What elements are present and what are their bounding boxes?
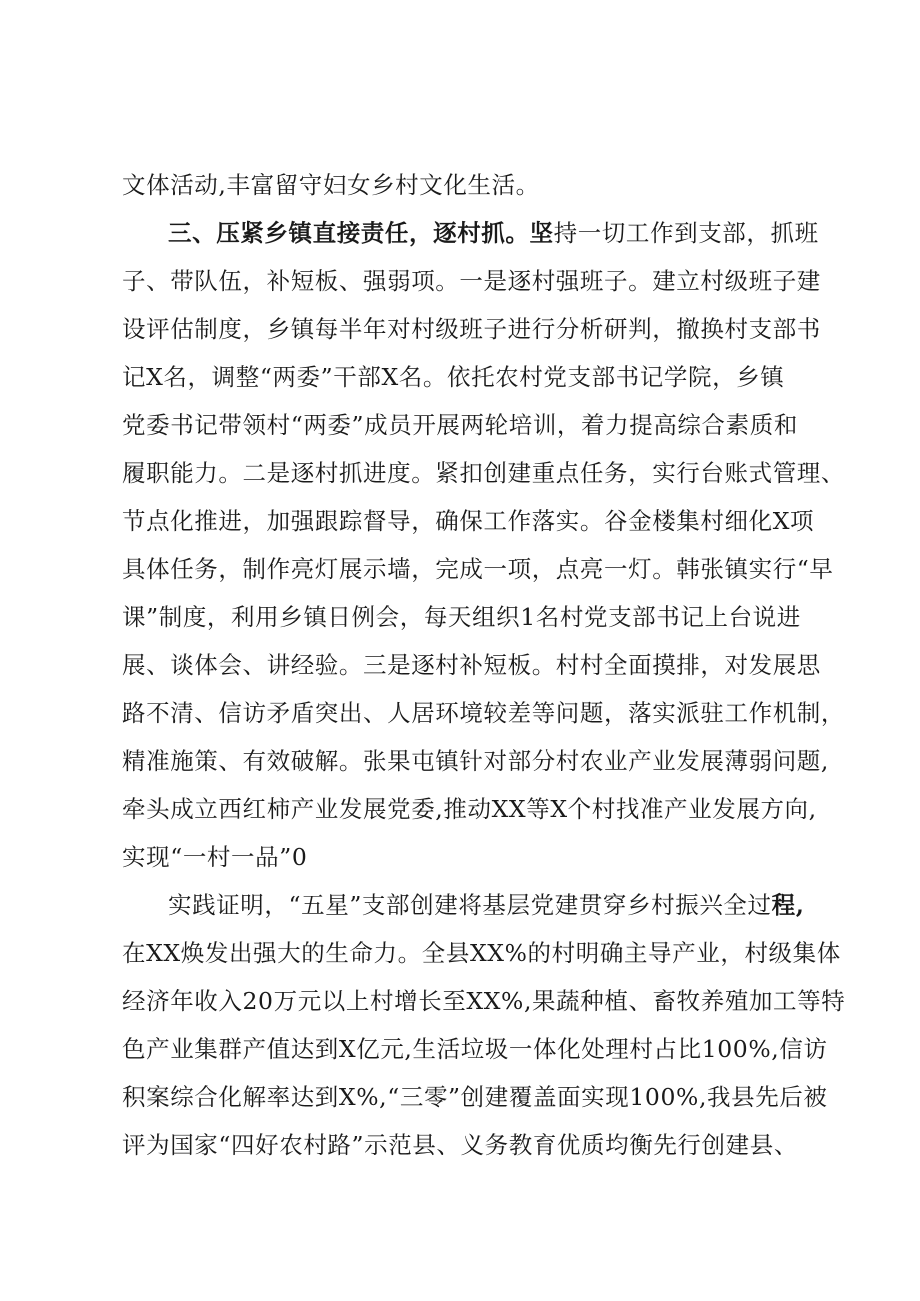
line-text: 路不清、信访矛盾突出、人居环境较差等问题，落实派驻工作机制， <box>122 699 845 727</box>
line-text: 党委书记带领村“两委”成员开展两轮培训，着力提高综合素质和 <box>122 411 798 439</box>
line-text: 节点化推进，加强跟踪督导，确保工作落实。谷金楼集村细化X项 <box>122 507 815 535</box>
line-text: 实践证明，“五星”支部创建将基层党建贯穿乡村振兴全过 <box>168 891 772 919</box>
line-text: 课”制度，利用乡镇日例会，每天组织1名村党支部书记上台说进 <box>122 603 801 631</box>
line-text: 色产业集群产值达到X亿元,生活垃圾一体化处理村占比100%,信访 <box>122 1035 828 1063</box>
line-text: 精准施策、有效破解。张果屯镇针对部分村农业产业发展薄弱问题, <box>122 747 829 775</box>
section-heading: 三、压紧乡镇直接责任，逐村抓。坚 <box>168 219 554 247</box>
paragraph-line <box>122 1082 828 1112</box>
line-text: 子、带队伍，补短板、强弱项。一是逐村强班子。建立村级班子建 <box>122 267 821 295</box>
line-text: 记X名，调整“两委”干部X名。依托农村党支部书记学院，乡镇 <box>122 363 785 391</box>
paragraph-line <box>168 890 828 920</box>
paragraph-line <box>122 1130 822 1160</box>
paragraph-line <box>122 746 829 776</box>
section-heading-line <box>168 218 828 248</box>
paragraph-line <box>122 938 841 968</box>
line-text: 展、谈体会、讲经验。三是逐村补短板。村村全面摸排，对发展思 <box>122 651 821 679</box>
paragraph-line <box>122 602 822 632</box>
line-text: 设评估制度，乡镇每半年对村级班子进行分析研判，撤换村支部书 <box>122 315 821 343</box>
line-text: 持一切工作到支部，抓班 <box>553 219 819 247</box>
line-text: 经济年收入20万元以上村增长至XX%,果蔬种植、畜牧养殖加工等特 <box>122 987 846 1015</box>
paragraph-line <box>122 794 822 824</box>
line-text: 评为国家“四好农村路”示范县、义务教育优质均衡先行创建县、 <box>122 1131 798 1159</box>
paragraph-line <box>122 362 822 392</box>
line-text: 履职能力。二是逐村抓进度。紧扣创建重点任务，实行台账式管理、 <box>122 459 845 487</box>
line-text: 具体任务，制作亮灯展示墙，完成一项，点亮一灯。韩张镇实行“早 <box>122 555 834 583</box>
line-text: 实现“一村一品”0 <box>122 843 308 871</box>
paragraph-line <box>122 986 846 1016</box>
paragraph-line <box>122 554 834 584</box>
line-text: 文体活动,丰富留守妇女乡村文化生活。 <box>122 171 540 199</box>
paragraph-line <box>122 842 822 872</box>
paragraph-line <box>122 1034 828 1064</box>
paragraph-line <box>122 314 822 344</box>
line-text: 在XX焕发出强大的生命力。全县XX%的村明确主导产业，村级集体 <box>122 939 841 967</box>
paragraph-line <box>122 506 822 536</box>
emphasis-text: 程, <box>771 891 805 919</box>
paragraph-line <box>122 458 845 488</box>
paragraph-line <box>122 410 822 440</box>
line-text: 积案综合化解率达到X%,“三零”创建覆盖面实现100%,我县先后被 <box>122 1083 828 1111</box>
paragraph-line <box>122 170 822 200</box>
paragraph-line <box>122 266 822 296</box>
paragraph-line <box>122 650 822 680</box>
line-text: 牵头成立西红柿产业发展党委,推动XX等X个村找准产业发展方向, <box>122 795 817 823</box>
paragraph-line <box>122 698 845 728</box>
